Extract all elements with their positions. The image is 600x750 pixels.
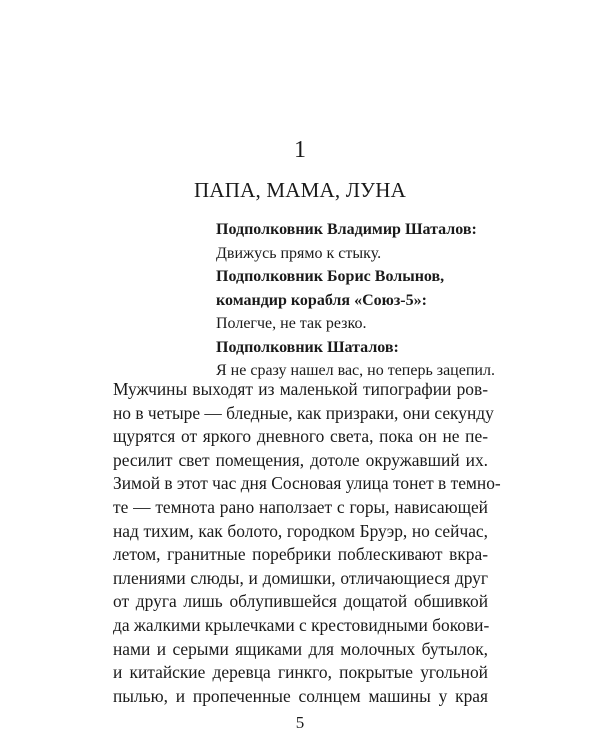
epigraph	[216, 218, 516, 383]
epigraph-speech: Движусь прямо к стыку.	[216, 244, 382, 262]
chapter-title: ПАПА, МАМА, ЛУНА	[194, 178, 406, 202]
body-line: Мужчины выходят из маленькой типографии ров-	[113, 379, 488, 399]
epigraph-speech: Я не сразу нашел вас, но теперь зацепил.	[216, 362, 495, 379]
epigraph-speaker: Подполковник Борис Волынов,	[216, 268, 445, 285]
body-line: и китайские деревца гинкго, покрытые угольной	[113, 662, 488, 683]
epigraph-speaker: Подполковник Шаталов:	[216, 338, 399, 356]
epigraph-speaker: Подполковник Владимир Шаталов:	[216, 221, 477, 238]
body-paragraph	[113, 378, 501, 708]
epigraph-speaker: командир корабля «Союз-5»:	[216, 291, 427, 309]
body-line: нами и серыми ящиками для молочных бутылок,	[113, 638, 488, 659]
body-line: пылью, и пропеченные солнцем машины у края	[113, 685, 488, 706]
body-line: ресилит свет помещения, дотоле окружавший их.	[113, 449, 488, 470]
body-line: плениями слюды, и домишки, отличающиеся друг	[113, 567, 488, 588]
body-line: летом, гранитные поребрики поблескивают вкра-	[113, 544, 488, 565]
body-line: щурятся от яркого дневного света, пока он не пе-	[113, 426, 488, 447]
chapter-number: 1	[294, 137, 306, 163]
body-line: да жалкими крылечками с крестовидными бокови-	[113, 614, 490, 635]
body-line: но в четыре — бледные, как призраки, они секунду	[113, 402, 494, 423]
body-line: Зимой в этот час дня Сосновая улица тонет в темно-	[113, 473, 501, 494]
body-line: от друга лишь облупившейся дощатой обшивкой	[113, 591, 488, 612]
body-line: те — темнота рано наползает с горы, нависающей	[113, 496, 488, 517]
body-line: над тихим, как болото, городком Бруэр, но сейчас,	[113, 520, 488, 541]
page-number: 5	[295, 713, 305, 732]
epigraph-speech: Полегче, не так резко.	[216, 315, 367, 332]
